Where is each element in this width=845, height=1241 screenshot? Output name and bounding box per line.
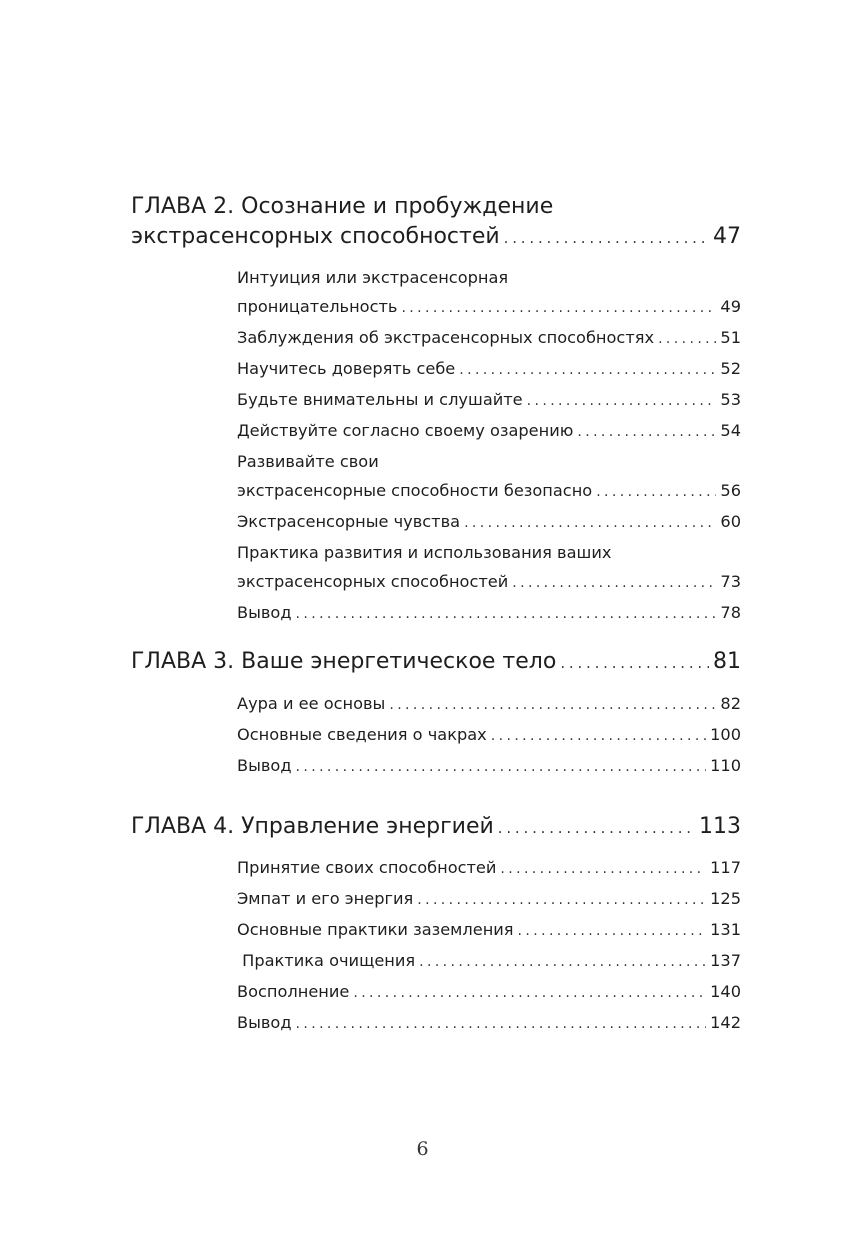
toc-entry-page: 78 — [720, 603, 741, 622]
toc-entry-label: Заблуждения об экстрасенсорных способностях — [237, 328, 655, 347]
toc-entry — [237, 385, 741, 416]
dot-leader — [296, 753, 707, 782]
toc-entry — [237, 977, 741, 1008]
toc-entry — [237, 416, 741, 447]
toc-entry — [237, 915, 741, 946]
toc-entry-page: 60 — [720, 512, 741, 531]
dot-leader — [491, 722, 706, 751]
toc-entry-page: 100 — [710, 725, 741, 744]
dot-leader — [353, 979, 706, 1008]
toc-entry-page: 49 — [720, 297, 741, 316]
chapter-3-page: 81 — [713, 649, 741, 674]
chapter-2-title-line1: ГЛАВА 2. Осознание и пробуждение — [131, 194, 554, 219]
chapter-4-entries — [237, 853, 741, 1039]
toc-entry-label: Научитесь доверять себе — [237, 359, 456, 378]
toc-entry-page: 117 — [710, 858, 741, 877]
toc-entry-label: проницательность — [237, 297, 398, 316]
toc-entry — [237, 476, 741, 507]
dot-leader — [527, 387, 717, 416]
toc-entry-label: Будьте внимательны и слушайте — [237, 390, 523, 409]
chapter-4-page: 113 — [699, 814, 741, 839]
toc-entry — [237, 884, 741, 915]
toc-entry-page: 125 — [710, 889, 741, 908]
dot-leader — [296, 1010, 707, 1039]
toc-entry-page: 110 — [710, 756, 741, 775]
toc-entry-label: Восполнение — [237, 982, 350, 1001]
dot-leader — [560, 648, 709, 678]
chapter-3-title: ГЛАВА 3. Ваше энергетическое тело — [131, 649, 557, 674]
chapter-2-title-line2-row — [131, 222, 741, 253]
dot-leader — [518, 917, 707, 946]
toc-entry-label: Практика очищения — [237, 951, 416, 970]
toc-entry — [237, 354, 741, 385]
toc-entry — [237, 567, 741, 598]
toc-entry-label: Действуйте согласно своему озарению — [237, 421, 574, 440]
chapter-2-page: 47 — [713, 224, 741, 249]
toc-entry-page: 53 — [720, 390, 741, 409]
toc-entry-label: Основные сведения о чакрах — [237, 725, 487, 744]
toc-entry — [237, 292, 741, 323]
toc-entry-page: 73 — [720, 572, 741, 591]
dot-leader — [296, 600, 717, 629]
dot-leader — [498, 813, 695, 843]
chapter-2-entries — [237, 263, 741, 629]
toc-entry-label: Эмпат и его энергия — [237, 889, 414, 908]
toc-entry-page: 142 — [710, 1013, 741, 1032]
toc-entry-page: 51 — [720, 328, 741, 347]
toc-entry-page: 131 — [710, 920, 741, 939]
toc-entry — [237, 751, 741, 782]
toc-entry — [237, 1008, 741, 1039]
toc-entry — [237, 507, 741, 538]
chapter-4-heading — [131, 812, 741, 843]
toc-entry-label: Основные практики заземления — [237, 920, 514, 939]
toc-entry-page: 137 — [710, 951, 741, 970]
dot-leader — [577, 418, 716, 447]
dot-leader — [504, 223, 709, 253]
toc-entry-page: 140 — [710, 982, 741, 1001]
toc-entry-label: Интуиция или экстрасенсорная — [237, 268, 509, 287]
toc-entry-page: 56 — [720, 481, 741, 500]
dot-leader — [658, 325, 716, 354]
toc-entry-label: Вывод — [237, 756, 292, 775]
toc-entry — [237, 946, 741, 977]
toc-entry-label: Принятие своих способностей — [237, 858, 497, 877]
dot-leader — [596, 478, 716, 507]
toc-entry-page: 52 — [720, 359, 741, 378]
dot-leader — [389, 691, 716, 720]
toc-entry-label: Практика развития и использования ваших — [237, 543, 612, 562]
toc-entry-page: 54 — [720, 421, 741, 440]
chapter-2-heading — [131, 192, 741, 253]
toc-entry-label: Вывод — [237, 1013, 292, 1032]
toc-entry-page: 82 — [720, 694, 741, 713]
toc-entry — [237, 720, 741, 751]
chapter-3-heading — [131, 647, 741, 678]
dot-leader — [401, 294, 716, 323]
toc-entry-label: экстрасенсорные способности безопасно — [237, 481, 593, 500]
chapter-4-title-row — [131, 812, 741, 843]
dot-leader — [419, 948, 706, 977]
chapter-2-title-line2: экстрасенсорных способностей — [131, 224, 500, 249]
dot-leader — [417, 886, 706, 915]
toc-entry-label: экстрасенсорных способностей — [237, 572, 509, 591]
toc-entry-label: Развивайте свои — [237, 452, 379, 471]
dot-leader — [500, 855, 706, 884]
toc-entry — [237, 598, 741, 629]
toc-entry-label: Вывод — [237, 603, 292, 622]
chapter-3-entries — [237, 689, 741, 782]
chapter-3-title-row — [131, 647, 741, 678]
page-number: 6 — [416, 1138, 429, 1160]
toc-entry — [237, 323, 741, 354]
toc-entry — [237, 853, 741, 884]
toc-entry-label: Экстрасенсорные чувства — [237, 512, 461, 531]
dot-leader — [459, 356, 716, 385]
chapter-4-title: ГЛАВА 4. Управление энергией — [131, 814, 494, 839]
dot-leader — [512, 569, 716, 598]
toc-entry-label: Аура и ее основы — [237, 694, 386, 713]
toc-entry — [237, 689, 741, 720]
dot-leader — [464, 509, 716, 538]
